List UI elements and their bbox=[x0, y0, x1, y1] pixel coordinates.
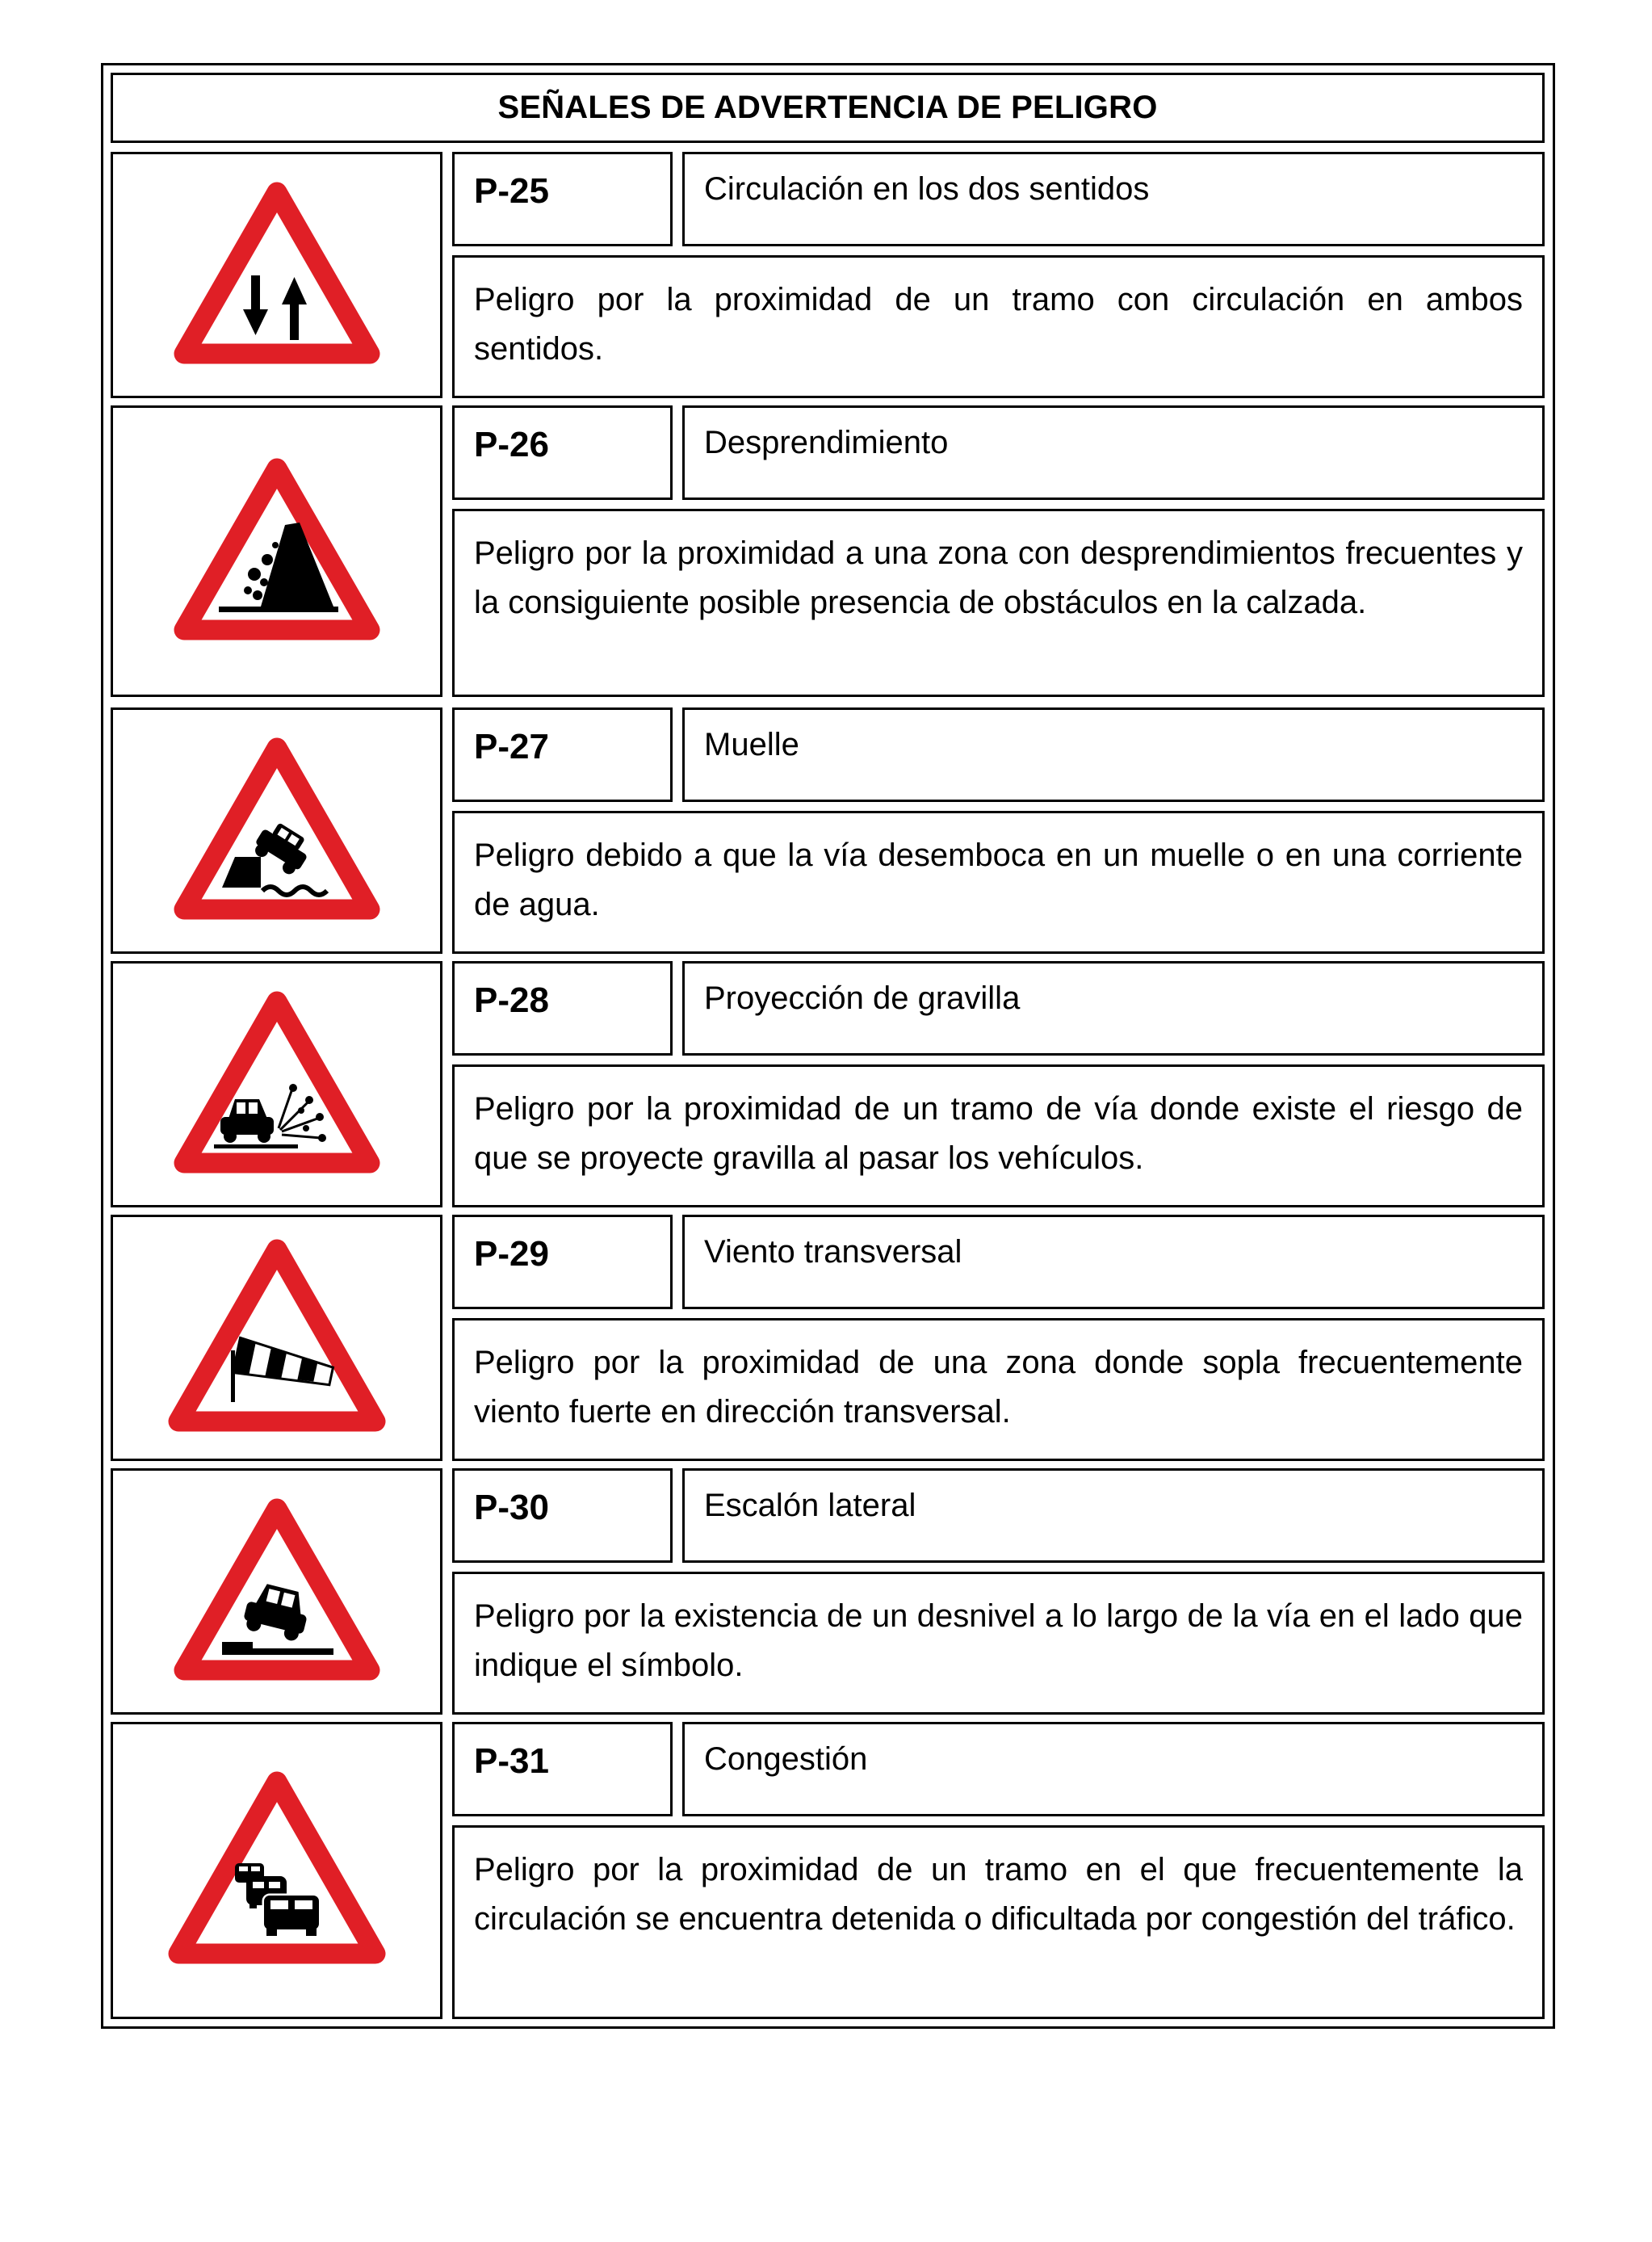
sign-description-cell bbox=[452, 1825, 1545, 2019]
sign-name-cell bbox=[682, 707, 1545, 802]
page-title: SEÑALES DE ADVERTENCIA DE PELIGRO bbox=[497, 90, 1158, 125]
sign-description-cell bbox=[452, 509, 1545, 697]
sign-image-cell bbox=[111, 707, 442, 954]
sign-name-cell bbox=[682, 405, 1545, 500]
sign-code: P-28 bbox=[474, 980, 549, 1020]
sign-description: Peligro por la proximidad de un tramo con circulación en ambos sentidos. bbox=[474, 282, 1523, 367]
sign-code-cell bbox=[452, 1215, 673, 1309]
sign-description-cell bbox=[452, 255, 1545, 398]
sign-name: Viento transversal bbox=[704, 1234, 962, 1270]
sign-description: Peligro por la proximidad de un tramo en el que frecuentemente la circulación se encuentra detenida o dificultada por congestión del tráfico. bbox=[474, 1852, 1523, 1937]
sign-image-cell bbox=[111, 405, 442, 697]
quayside-icon bbox=[172, 736, 382, 926]
sign-code-cell bbox=[452, 152, 673, 246]
sign-code: P-31 bbox=[474, 1741, 549, 1781]
sign-code-cell bbox=[452, 1722, 673, 1816]
sign-description-cell bbox=[452, 1318, 1545, 1461]
sign-code-cell bbox=[452, 707, 673, 802]
sign-name: Desprendimiento bbox=[704, 425, 949, 460]
sign-code-cell bbox=[452, 405, 673, 500]
sign-description: Peligro debido a que la vía desemboca en un muelle o en una corriente de agua. bbox=[474, 838, 1523, 922]
sign-description: Peligro por la proximidad a una zona con desprendimientos frecuentes y la consiguiente posible presencia de obstáculos en la calzada. bbox=[474, 535, 1523, 620]
sign-code: P-26 bbox=[474, 425, 549, 464]
sign-description-cell bbox=[452, 811, 1545, 954]
sign-description-cell bbox=[452, 1064, 1545, 1207]
sign-image-cell bbox=[111, 1468, 442, 1715]
sign-image-cell bbox=[111, 1215, 442, 1461]
two-way-traffic-icon bbox=[172, 180, 382, 371]
side-step-icon bbox=[172, 1497, 382, 1687]
sign-name: Circulación en los dos sentidos bbox=[704, 171, 1150, 207]
table-title-cell bbox=[111, 73, 1545, 143]
sign-image-cell bbox=[111, 152, 442, 398]
sign-description-cell bbox=[452, 1572, 1545, 1715]
sign-code: P-29 bbox=[474, 1234, 549, 1274]
sign-code: P-27 bbox=[474, 727, 549, 766]
sign-image-cell bbox=[111, 1722, 442, 2019]
sign-description: Peligro por la proximidad de un tramo de vía donde existe el riesgo de que se proyecte gravilla al pasar los vehículos. bbox=[474, 1091, 1523, 1176]
sign-code-cell bbox=[452, 961, 673, 1056]
sign-name-cell bbox=[682, 152, 1545, 246]
sign-name: Proyección de gravilla bbox=[704, 980, 1021, 1016]
crosswind-icon bbox=[164, 1237, 390, 1439]
sign-name: Congestión bbox=[704, 1741, 868, 1777]
falling-rocks-icon bbox=[172, 456, 382, 647]
sign-name-cell bbox=[682, 961, 1545, 1056]
sign-code: P-30 bbox=[474, 1488, 549, 1527]
sign-image-cell bbox=[111, 961, 442, 1207]
sign-code: P-25 bbox=[474, 171, 549, 211]
sign-description: Peligro por la proximidad de una zona donde sopla frecuentemente viento fuerte en dirección transversal. bbox=[474, 1345, 1523, 1430]
loose-gravel-icon bbox=[172, 989, 382, 1180]
traffic-congestion-icon bbox=[164, 1770, 390, 1971]
sign-name-cell bbox=[682, 1215, 1545, 1309]
sign-name: Muelle bbox=[704, 727, 799, 762]
sign-name-cell bbox=[682, 1722, 1545, 1816]
sign-description: Peligro por la existencia de un desnivel a lo largo de la vía en el lado que indique el símbolo. bbox=[474, 1598, 1523, 1683]
sign-name-cell bbox=[682, 1468, 1545, 1563]
sign-code-cell bbox=[452, 1468, 673, 1563]
sign-name: Escalón lateral bbox=[704, 1488, 916, 1523]
